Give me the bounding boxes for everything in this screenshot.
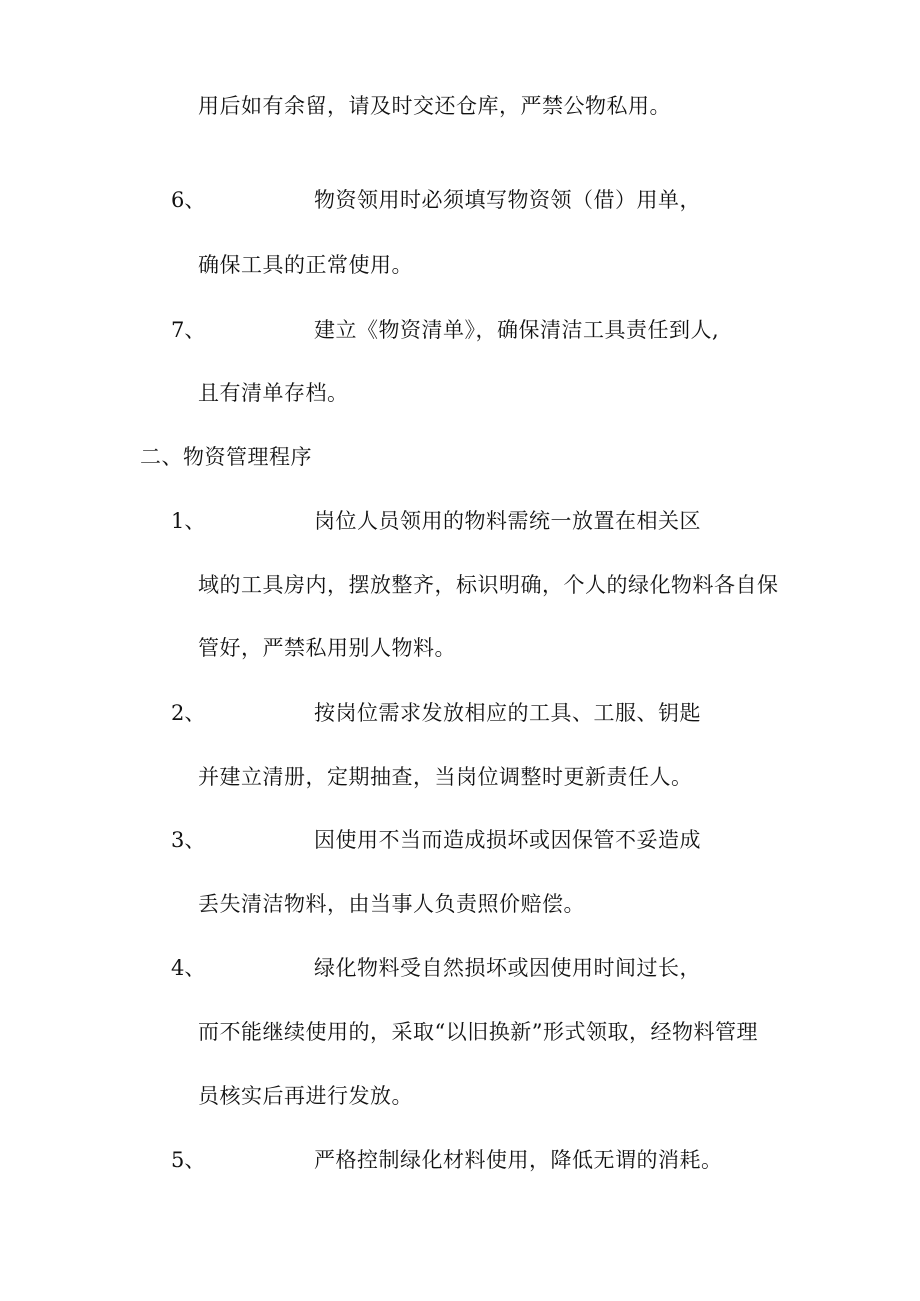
item-text-continued: 域的工具房内，摆放整齐，标识明确，个人的绿化物料各自保 — [198, 573, 779, 597]
item-text: 岗位人员领用的物料需统一放置在相关区 — [314, 509, 701, 533]
item-text-continued: 并建立清册，定期抽查，当岗位调整时更新责任人。 — [198, 765, 693, 789]
item-text-continued: 而不能继续使用的，采取“以旧换新”形式领取，经物料管理 — [198, 1020, 758, 1044]
item-text: 绿化物料受自然损坏或因使用时间过长， — [314, 956, 701, 980]
item-text-continued: 确保工具的正常使用。 — [198, 253, 413, 277]
item-text-continued: 且有清单存档。 — [198, 381, 349, 405]
item-text: 严格控制绿化材料使用，降低无谓的消耗。 — [314, 1148, 723, 1172]
item-number: 5、 — [171, 1148, 206, 1172]
section-heading: 二、物资管理程序 — [140, 445, 312, 469]
item-number: 2、 — [171, 701, 206, 725]
item-text: 因使用不当而造成损坏或因保管不妥造成 — [314, 828, 701, 852]
item-number: 3、 — [171, 828, 206, 852]
item-text: 建立《物资清单》，确保清洁工具责任到人, — [314, 318, 720, 342]
item-number: 7、 — [171, 318, 206, 342]
continuation-text: 用后如有余留，请及时交还仓库，严禁公物私用。 — [198, 94, 671, 118]
item-number: 6、 — [171, 188, 206, 212]
item-number: 4、 — [171, 956, 206, 980]
item-text-continued: 管好，严禁私用别人物料。 — [198, 636, 456, 660]
item-text: 物资领用时必须填写物资领（借）用单， — [314, 188, 701, 212]
item-text: 按岗位需求发放相应的工具、工服、钥匙 — [314, 701, 701, 725]
item-number: 1、 — [171, 509, 206, 533]
item-text-continued: 丢失清洁物料，由当事人负责照价赔偿。 — [198, 892, 585, 916]
item-text-continued: 员核实后再进行发放。 — [198, 1084, 413, 1108]
